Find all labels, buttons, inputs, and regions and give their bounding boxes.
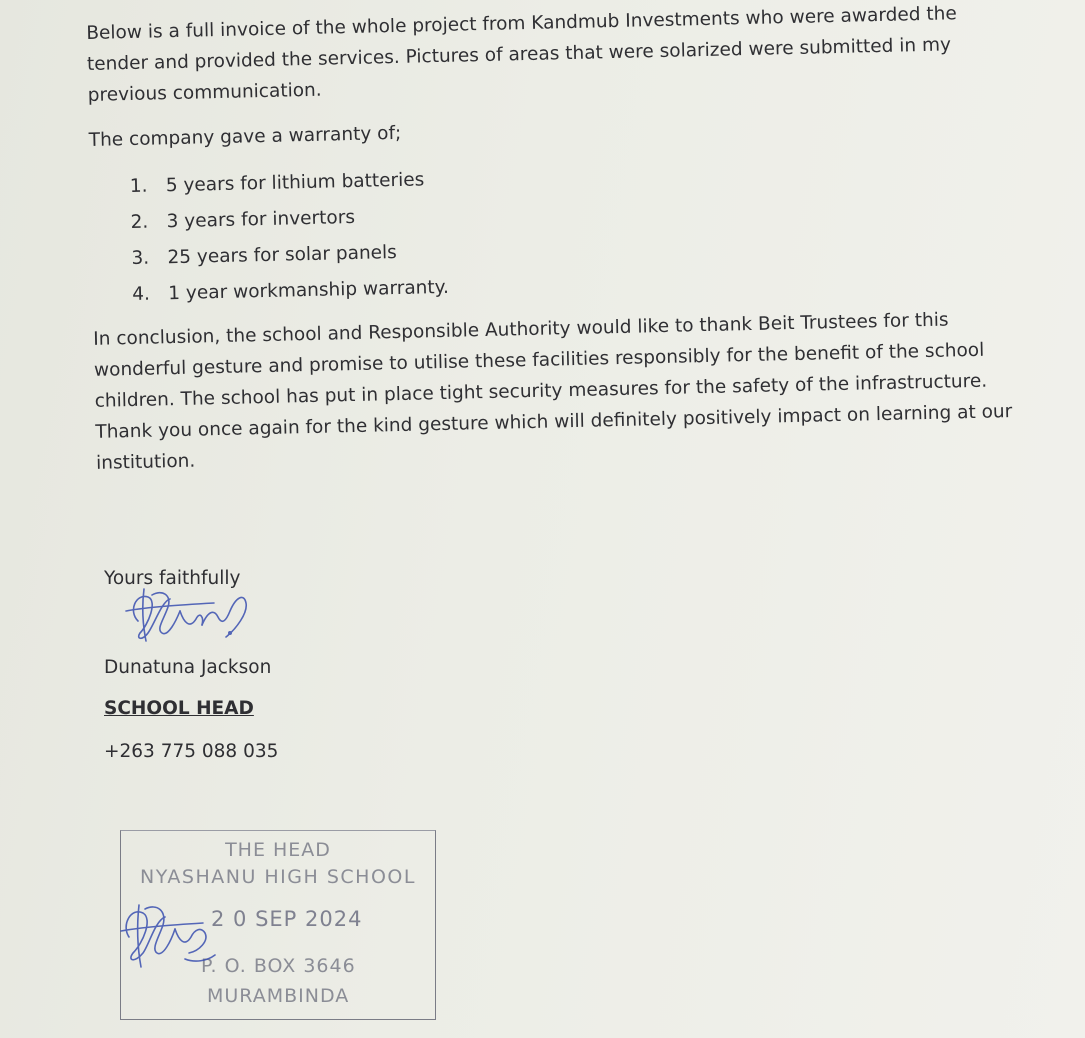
list-item-number: 2. <box>130 211 149 234</box>
warranty-intro: The company gave a warranty of; <box>88 122 402 151</box>
stamp-signature-image <box>115 897 225 987</box>
closing-block <box>104 568 284 762</box>
stamp-line-title: THE HEAD <box>225 839 331 861</box>
list-item-text: 5 years for lithium batteries <box>165 169 425 197</box>
school-stamp <box>120 830 436 1020</box>
warranty-list <box>89 149 1027 314</box>
salutation: Yours faithfully <box>104 568 241 589</box>
signature-area <box>104 589 284 657</box>
stamp-line-school: NYASHANU HIGH SCHOOL <box>140 866 416 888</box>
list-item-text: 1 year workmanship warranty. <box>168 276 450 305</box>
stamp-town: MURAMBINDA <box>207 985 350 1007</box>
letter-body <box>86 0 1032 493</box>
stamp-date: 2 0 SEP 2024 <box>211 907 363 931</box>
list-item-number: 1. <box>129 175 148 198</box>
signature-image <box>118 581 258 653</box>
list-item-number: 3. <box>131 247 150 270</box>
phone-number: +263 775 088 035 <box>104 741 279 762</box>
conclusion-paragraph: In conclusion, the school and Responsible Authority would like to thank Beit Trustees for this wonderful gesture and promise to utilise these facilities responsibly for the benefit of the school children. The school has put in place tight security measures for the safety of the infrastructure. Thank you once again for the kind gesture which will definitely positively impact on learning at our institution. <box>93 309 1013 474</box>
stamp-po-box: P. O. BOX 3646 <box>201 955 356 977</box>
list-item-text: 25 years for solar panels <box>167 242 398 269</box>
signatory-title: SCHOOL HEAD <box>104 698 254 719</box>
list-item-text: 3 years for invertors <box>166 206 356 233</box>
intro-paragraph: Below is a full invoice of the whole project from Kandmub Investments who were awarded the tender and provided the services. Pictures of areas that were solarized were submitted in my previous communication. <box>86 3 957 106</box>
signatory-name: Dunatuna Jackson <box>104 657 272 678</box>
list-item-number: 4. <box>132 283 151 306</box>
